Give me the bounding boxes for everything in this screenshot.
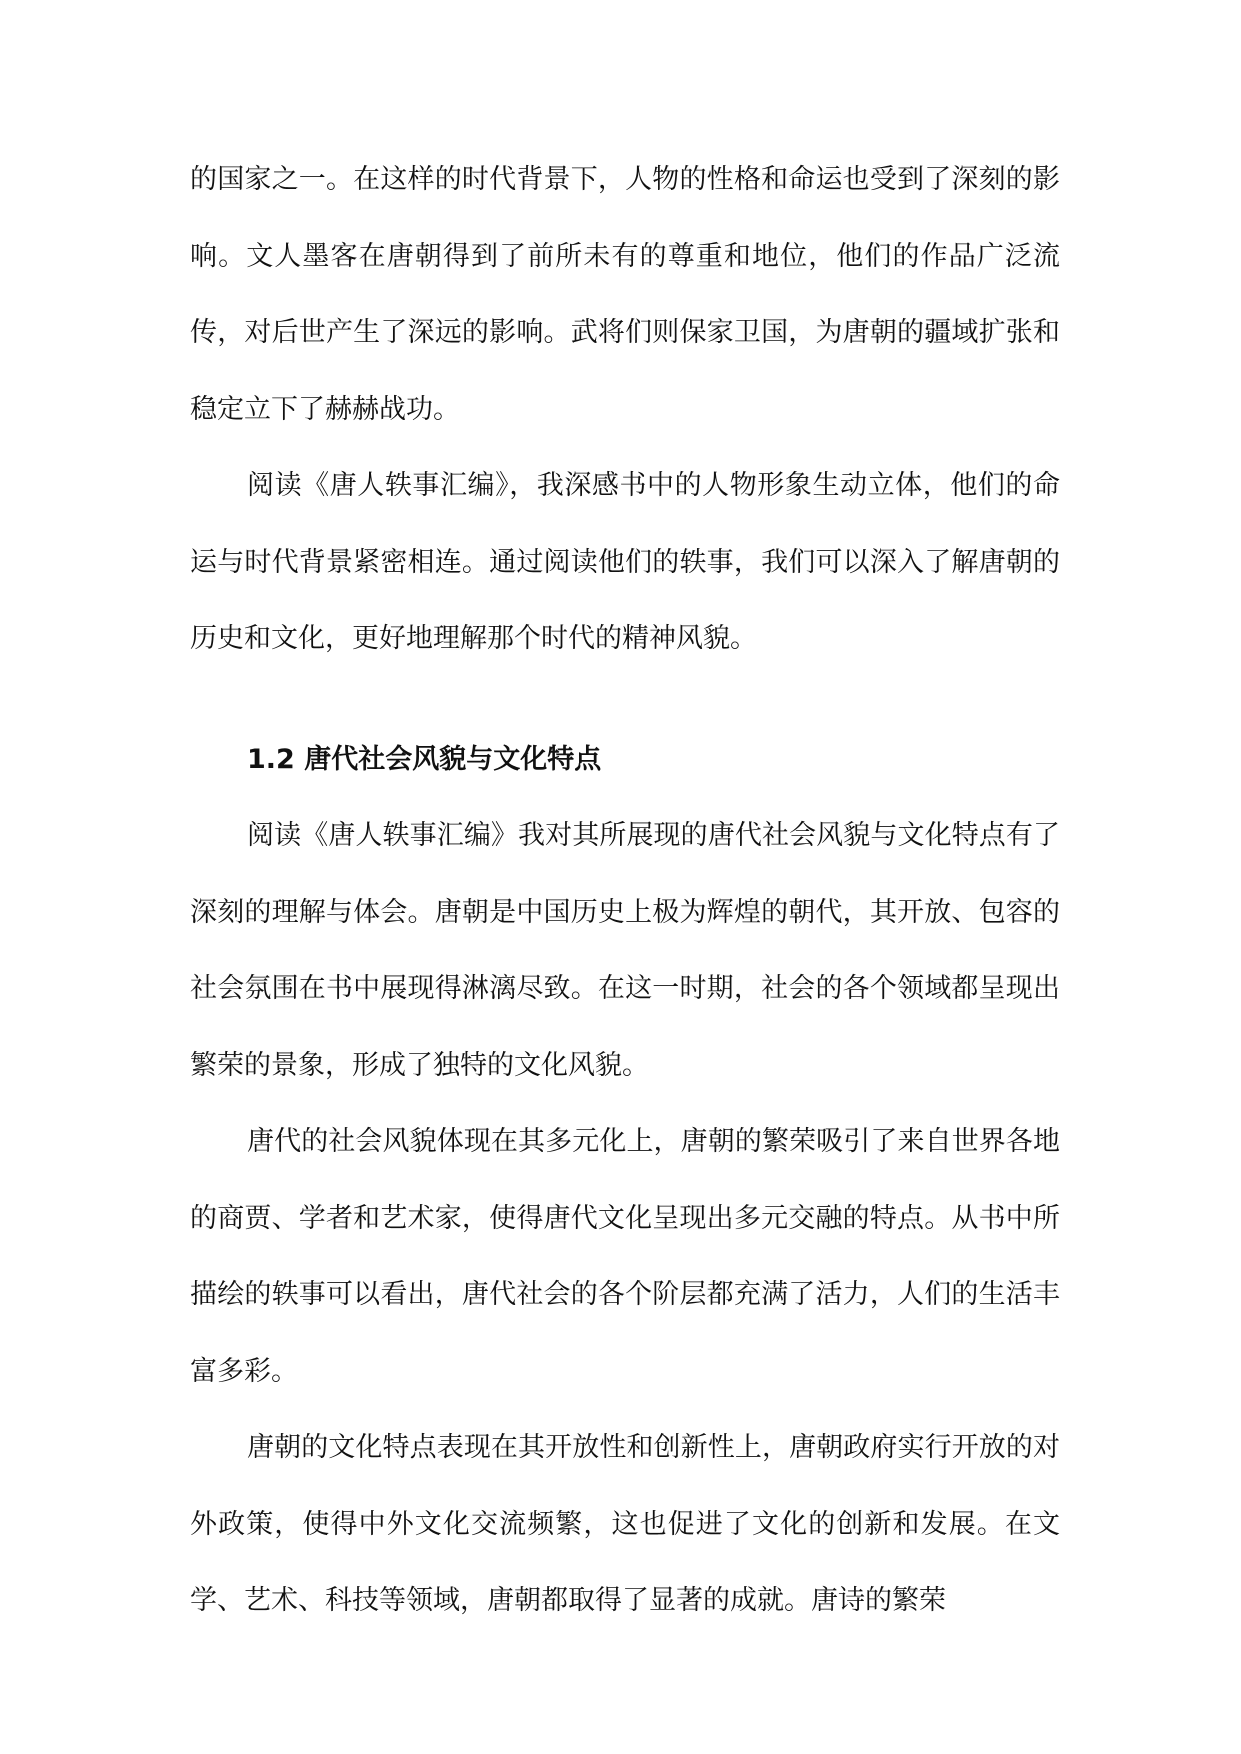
paragraph-cultural-openness: 唐朝的文化特点表现在其开放性和创新性上，唐朝政府实行开放的对外政策，使得中外文化交流频繁，这也促进了文化的创新和发展。在文学、艺术、科技等领域，唐朝都取得了显著的成就。唐诗的繁荣 xyxy=(190,1432,1060,1616)
paragraph-continuation: 的国家之一。在这样的时代背景下，人物的性格和命运也受到了深刻的影响。文人墨客在唐朝得到了前所未有的尊重和地位，他们的作品广泛流传，对后世产生了深远的影响。武将们则保家卫国，为唐朝的疆域扩张和稳定立下了赫赫战功。 xyxy=(190,164,1060,425)
document-body xyxy=(190,142,1060,1640)
paragraph-reading-reflection: 阅读《唐人轶事汇编》，我深感书中的人物形象生动立体，他们的命运与时代背景紧密相连。通过阅读他们的轶事，我们可以深入了解唐朝的历史和文化，更好地理解那个时代的精神风貌。 xyxy=(190,470,1060,654)
paragraph-society-overview: 阅读《唐人轶事汇编》我对其所展现的唐代社会风貌与文化特点有了深刻的理解与体会。唐朝是中国历史上极为辉煌的朝代，其开放、包容的社会氛围在书中展现得淋漓尽致。在这一时期，社会的各个领域都呈现出繁荣的景象，形成了独特的文化风貌。 xyxy=(190,820,1060,1081)
paragraph-social-diversity: 唐代的社会风貌体现在其多元化上，唐朝的繁荣吸引了来自世界各地的商贾、学者和艺术家，使得唐代文化呈现出多元交融的特点。从书中所描绘的轶事可以看出，唐代社会的各个阶层都充满了活力，人们的生活丰富多彩。 xyxy=(190,1126,1060,1387)
section-heading: 1.2 唐代社会风貌与文化特点 xyxy=(247,743,602,775)
